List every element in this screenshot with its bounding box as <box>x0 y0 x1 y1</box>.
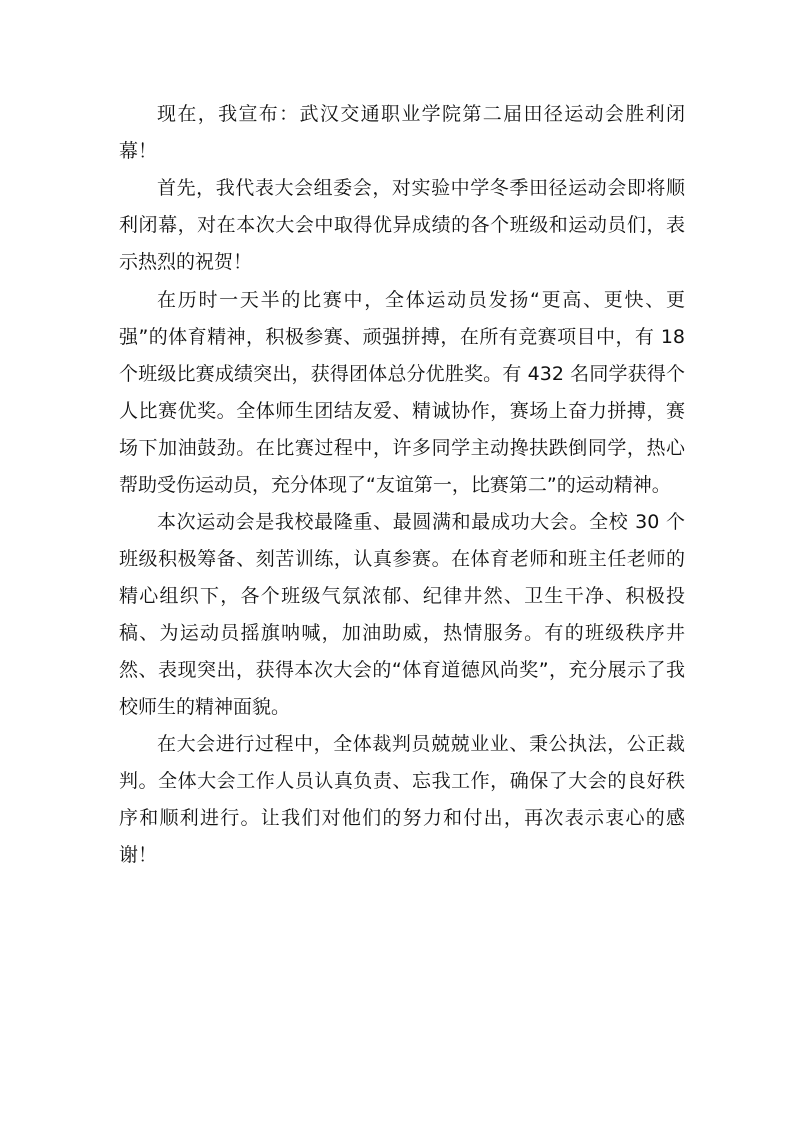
paragraph-competition-results: 在历时一天半的比赛中，全体运动员发扬“更高、更快、更强”的体育精神，积极参赛、顽强拼搏，在所有竞赛项目中，有 18 个班级比赛成绩突出，获得团体总分优胜奖。有 432 名同学获得个人比赛优奖。全体师生团结友爱、精诚协作，赛场上奋力拼搏，赛场下加油鼓劲。在比赛过程中，许多同学主动搀扶跌倒同学，热心帮助受伤运动员，充分体现了“友谊第一，比赛第二”的运动精神。 <box>119 288 685 496</box>
paragraph-announcement: 现在，我宣布：武汉交通职业学院第二届田径运动会胜利闭幕！ <box>119 103 685 162</box>
document-body <box>119 96 685 874</box>
paragraph-thanks-referees: 在大会进行过程中，全体裁判员兢兢业业、秉公执法，公正裁判。全体大会工作人员认真负责、忘我工作，确保了大会的良好秩序和顺利进行。让我们对他们的努力和付出，再次表示衷心的感谢！ <box>119 733 685 867</box>
paragraph-congratulations: 首先，我代表大会组委会，对实验中学冬季田径运动会即将顺利闭幕，对在本次大会中取得优异成绩的各个班级和运动员们，表示热烈的祝贺！ <box>119 177 685 274</box>
paragraph-school-participation: 本次运动会是我校最隆重、最圆满和最成功大会。全校 30 个班级积极筹备、刻苦训练，认真参赛。在体育老师和班主任老师的精心组织下，各个班级气氛浓郁、纪律井然、卫生干净、积极投稿、为运动员摇旗呐喊，加油助威，热情服务。有的班级秩序井然、表现突出，获得本次大会的“体育道德风尚奖”，充分展示了我校师生的精神面貌。 <box>119 510 685 718</box>
